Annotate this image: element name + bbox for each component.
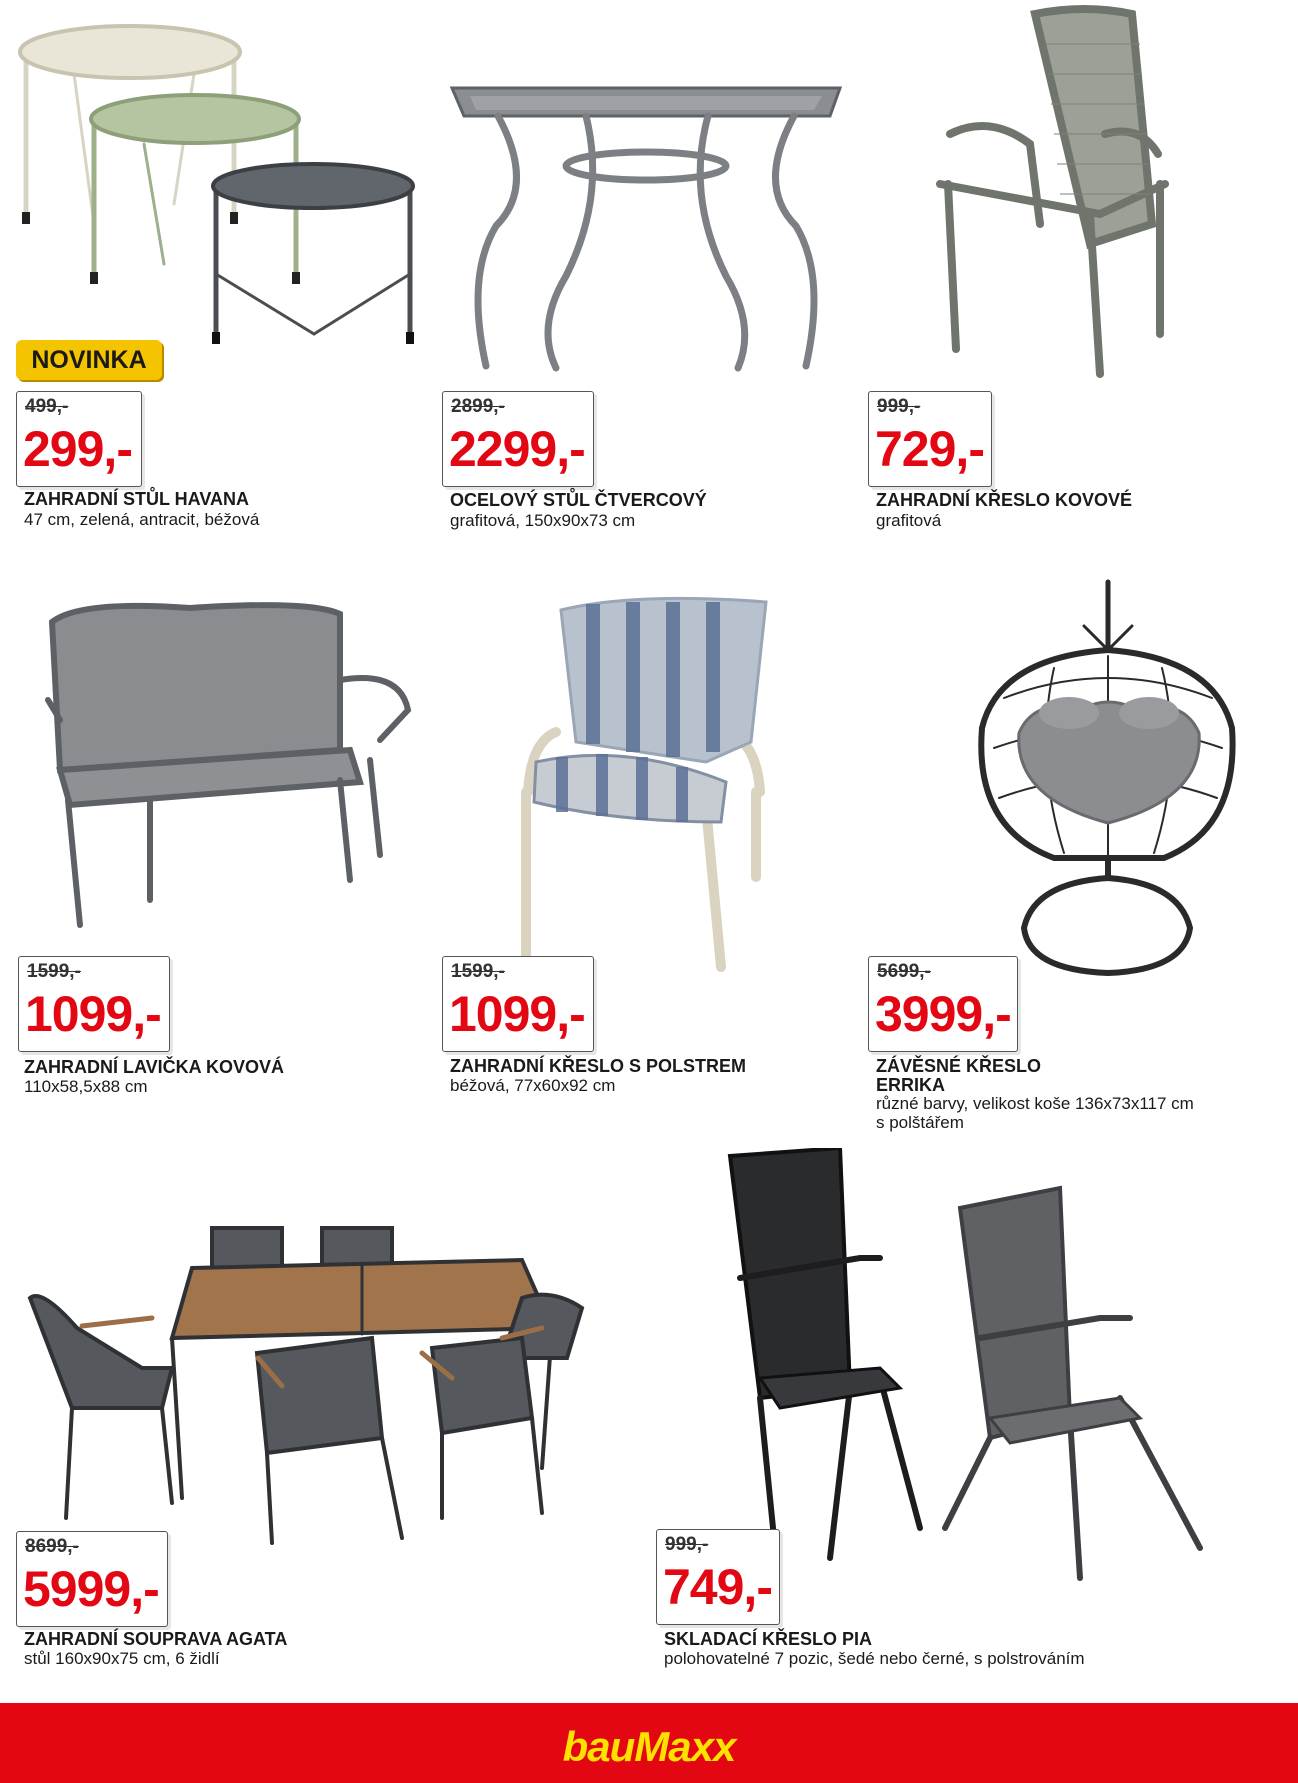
current-price: 299,- (23, 421, 132, 477)
footer-bar (0, 1703, 1298, 1783)
product-description-line2: s polštářem (876, 1113, 964, 1132)
baumax-logo (0, 1723, 1298, 1771)
product-description: různé barvy, velikost koše 136x73x117 cm (876, 1094, 1194, 1113)
logo-mark: x (713, 1723, 736, 1770)
current-price: 3999,- (875, 986, 1011, 1042)
old-price: 1599,- (451, 961, 505, 982)
product-image-nesting-tables (14, 14, 434, 384)
product-image-dining-set (22, 1218, 622, 1548)
current-price: 1099,- (449, 986, 585, 1042)
current-price: 749,- (663, 1559, 772, 1615)
old-price: 1599,- (27, 961, 81, 982)
old-price: 499,- (25, 396, 69, 417)
price-box-hanging-chair (868, 956, 1018, 1052)
price-box-bench (18, 956, 170, 1052)
product-description: polohovatelné 7 pozic, šedé nebo černé, s polstrováním (664, 1649, 1085, 1668)
price-box-havana (16, 391, 142, 487)
current-price: 1099,- (25, 986, 161, 1042)
product-title: ZAHRADNÍ SOUPRAVA AGATA (24, 1629, 288, 1649)
product-description: 110x58,5x88 cm (24, 1077, 148, 1096)
product-title: ZAHRADNÍ KŘESLO KOVOVÉ (876, 490, 1133, 510)
product-image-metal-bench (40, 600, 420, 940)
old-price: 2899,- (451, 396, 505, 417)
product-description: stůl 160x90x75 cm, 6 židlí (24, 1649, 220, 1668)
product-title-line2: ERRIKA (876, 1075, 946, 1095)
product-description: grafitová, 150x90x73 cm (450, 511, 636, 530)
old-price: 8699,- (25, 1536, 79, 1557)
logo-text: bauMax (562, 1723, 713, 1770)
product-description: 47 cm, zelená, antracit, béžová (24, 510, 260, 529)
product-title: ZAHRADNÍ KŘESLO S POLSTREM (450, 1056, 747, 1076)
product-title: OCELOVÝ STŮL ČTVERCOVÝ (450, 490, 707, 510)
product-title: ZAHRADNÍ STŮL HAVANA (24, 489, 249, 509)
price-box-folding-chair (656, 1529, 780, 1625)
product-title: SKLADACÍ KŘESLO PIA (664, 1629, 873, 1649)
product-title: ZÁVĚSNÉ KŘESLO (876, 1056, 1042, 1076)
novinka-badge: NOVINKA (16, 340, 162, 380)
current-price: 2299,- (449, 421, 585, 477)
product-image-steel-table (446, 76, 846, 376)
product-description: grafitová (876, 511, 942, 530)
current-price: 5999,- (23, 1561, 159, 1617)
product-image-folding-chairs (720, 1148, 1240, 1588)
old-price: 999,- (665, 1534, 709, 1555)
price-box-metal-armchair (868, 391, 992, 487)
old-price: 5699,- (877, 961, 931, 982)
product-title: ZAHRADNÍ LAVIČKA KOVOVÁ (24, 1057, 284, 1077)
product-description: béžová, 77x60x92 cm (450, 1076, 616, 1095)
price-box-steel-table (442, 391, 594, 487)
price-box-dining-set (16, 1531, 168, 1627)
current-price: 729,- (875, 421, 984, 477)
product-image-cushioned-armchair (516, 592, 786, 972)
old-price: 999,- (877, 396, 921, 417)
price-box-cushioned-armchair (442, 956, 594, 1052)
product-image-hanging-chair (974, 578, 1244, 978)
product-image-metal-armchair (920, 4, 1190, 384)
